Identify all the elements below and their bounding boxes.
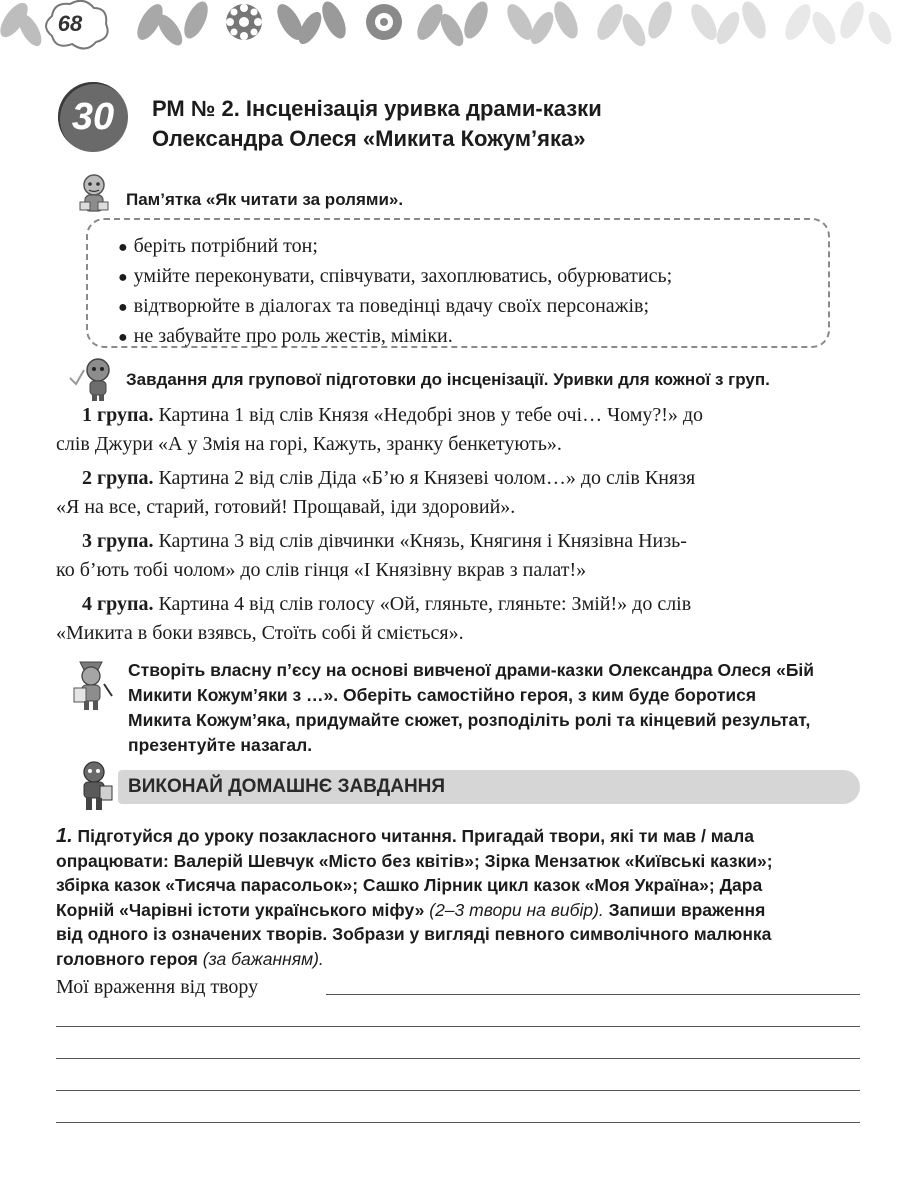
group-task-heading: Завдання для групової підготовки до інсценізації. Уривки для кожної з груп. bbox=[126, 370, 770, 389]
group-1-paragraph: 1 група. Картина 1 від слів Князя «Недобрі знов у тебе очі… Чому?!» до слів Джури «А у Змія на горі, Кажуть, зранку бенкетують». bbox=[56, 404, 704, 455]
memo-item: ● умійте переконувати, співчувати, захоплюватись, обурюватись; bbox=[118, 265, 673, 287]
memo-heading: Пам’ятка «Як читати за ролями». bbox=[126, 190, 404, 209]
memo-item: ● відтворюйте в діалогах та поведінці вдачу своїх персонажів; bbox=[118, 295, 650, 317]
answer-line[interactable] bbox=[326, 994, 860, 995]
checkmark-figure-icon bbox=[68, 356, 120, 402]
memo-item: ● не забувайте про роль жестів, міміки. bbox=[118, 325, 453, 347]
homework-number: 1. bbox=[56, 825, 73, 847]
memo-item: ● беріть потрібний тон; bbox=[118, 235, 318, 257]
answer-line[interactable] bbox=[56, 1026, 860, 1027]
lesson-title-line1: РМ № 2. Інсценізація уривка драми-казки bbox=[152, 96, 602, 121]
creative-task-text: Створіть власну п’єсу на основі вивченої драми-казки Олександра Олеся «Бій Микити Кожум’яки з …». Оберіть самостійно героя, з ким буде боротися Микита Кожум’яка, придумайте сюжет, розподіліть ролі та кінцевий результат, презентуйте назагал. bbox=[128, 660, 815, 755]
answer-line[interactable] bbox=[56, 1090, 860, 1091]
student-figure-icon bbox=[72, 172, 118, 218]
answer-line[interactable] bbox=[56, 1058, 860, 1059]
homework-heading: ВИКОНАЙ ДОМАШНЄ ЗАВДАННЯ bbox=[128, 776, 446, 797]
page-number: 68 bbox=[57, 11, 83, 36]
group-4-paragraph: 4 група. Картина 4 від слів голосу «Ой, гляньте, гляньте: Змій!» до слів «Микита в боки взявсь, Стоїть собі й сміється». bbox=[56, 593, 692, 644]
impressions-label: Мої враження від твору bbox=[56, 976, 259, 998]
group-3-paragraph: 3 група. Картина 3 від слів дівчинки «Князь, Княгиня і Князівна Низь- ко б’ють тобі чолом» до слів гінця «І Князівну вкрав з палат!» bbox=[56, 530, 687, 581]
lesson-number-badge: 30 bbox=[58, 82, 128, 152]
memo-box bbox=[86, 218, 830, 348]
writer-figure-icon bbox=[68, 656, 118, 712]
homework-text: 1. Підготуйся до уроку позакласного читання. Пригадай твори, які ти мав / мала опрацювати: Валерій Шевчук «Місто без квітів»; Зірка Мензатюк «Київські казки»; збірка казок «Тисяча парасольок»; Сашко Лірник цикл казок «Моя Україна»; Дара Корній «Чарівні істоти українського міфу» (2–3 твори на вибір). Запиши враження від одного із означених творів. Зобрази у вигляді певного символічного малюнка головного героя (за бажанням). bbox=[56, 825, 773, 969]
header-ornament bbox=[0, 0, 900, 58]
homework-heading-bar bbox=[118, 770, 860, 804]
lesson-title-line2: Олександра Олеся «Микита Кожум’яка» bbox=[152, 126, 586, 151]
lesson-title bbox=[152, 94, 772, 154]
answer-line[interactable] bbox=[56, 1122, 860, 1123]
group-2-paragraph: 2 група. Картина 2 від слів Діда «Б’ю я Князеві чолом…» до слів Князя «Я на все, старий, готовий! Прощавай, іди здоровий». bbox=[56, 467, 696, 518]
homework-figure-icon bbox=[70, 760, 120, 812]
